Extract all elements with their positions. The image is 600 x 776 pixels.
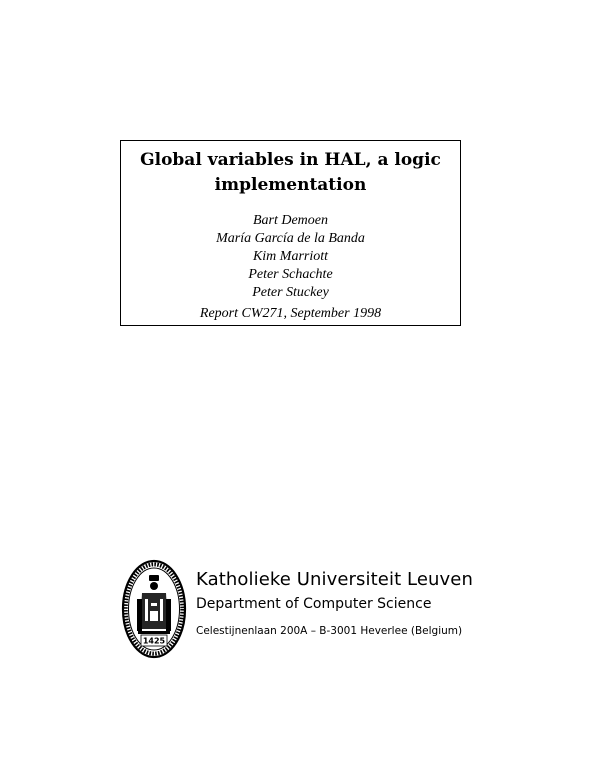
institution-block [196,568,473,638]
department-name: Department of Computer Science [196,596,432,612]
institution-address: Celestijnenlaan 200A – B-3001 Heverlee (Belgium) [196,625,463,637]
author-name: María García de la Banda [216,231,365,246]
author-name: Peter Stuckey [252,285,329,300]
author-name: Kim Marriott [252,249,329,264]
seal-year: 1425 [142,636,166,646]
author-list [121,212,460,302]
university-seal-icon [121,559,187,659]
title-box [120,140,461,326]
report-number: Report CW271, September 1998 [199,306,382,321]
report-title: Global variables in HAL, a logic implementation [140,150,441,195]
author-name: Peter Schachte [248,267,333,282]
author-name: Bart Demoen [252,213,329,228]
university-name: Katholieke Universiteit Leuven [196,569,473,590]
